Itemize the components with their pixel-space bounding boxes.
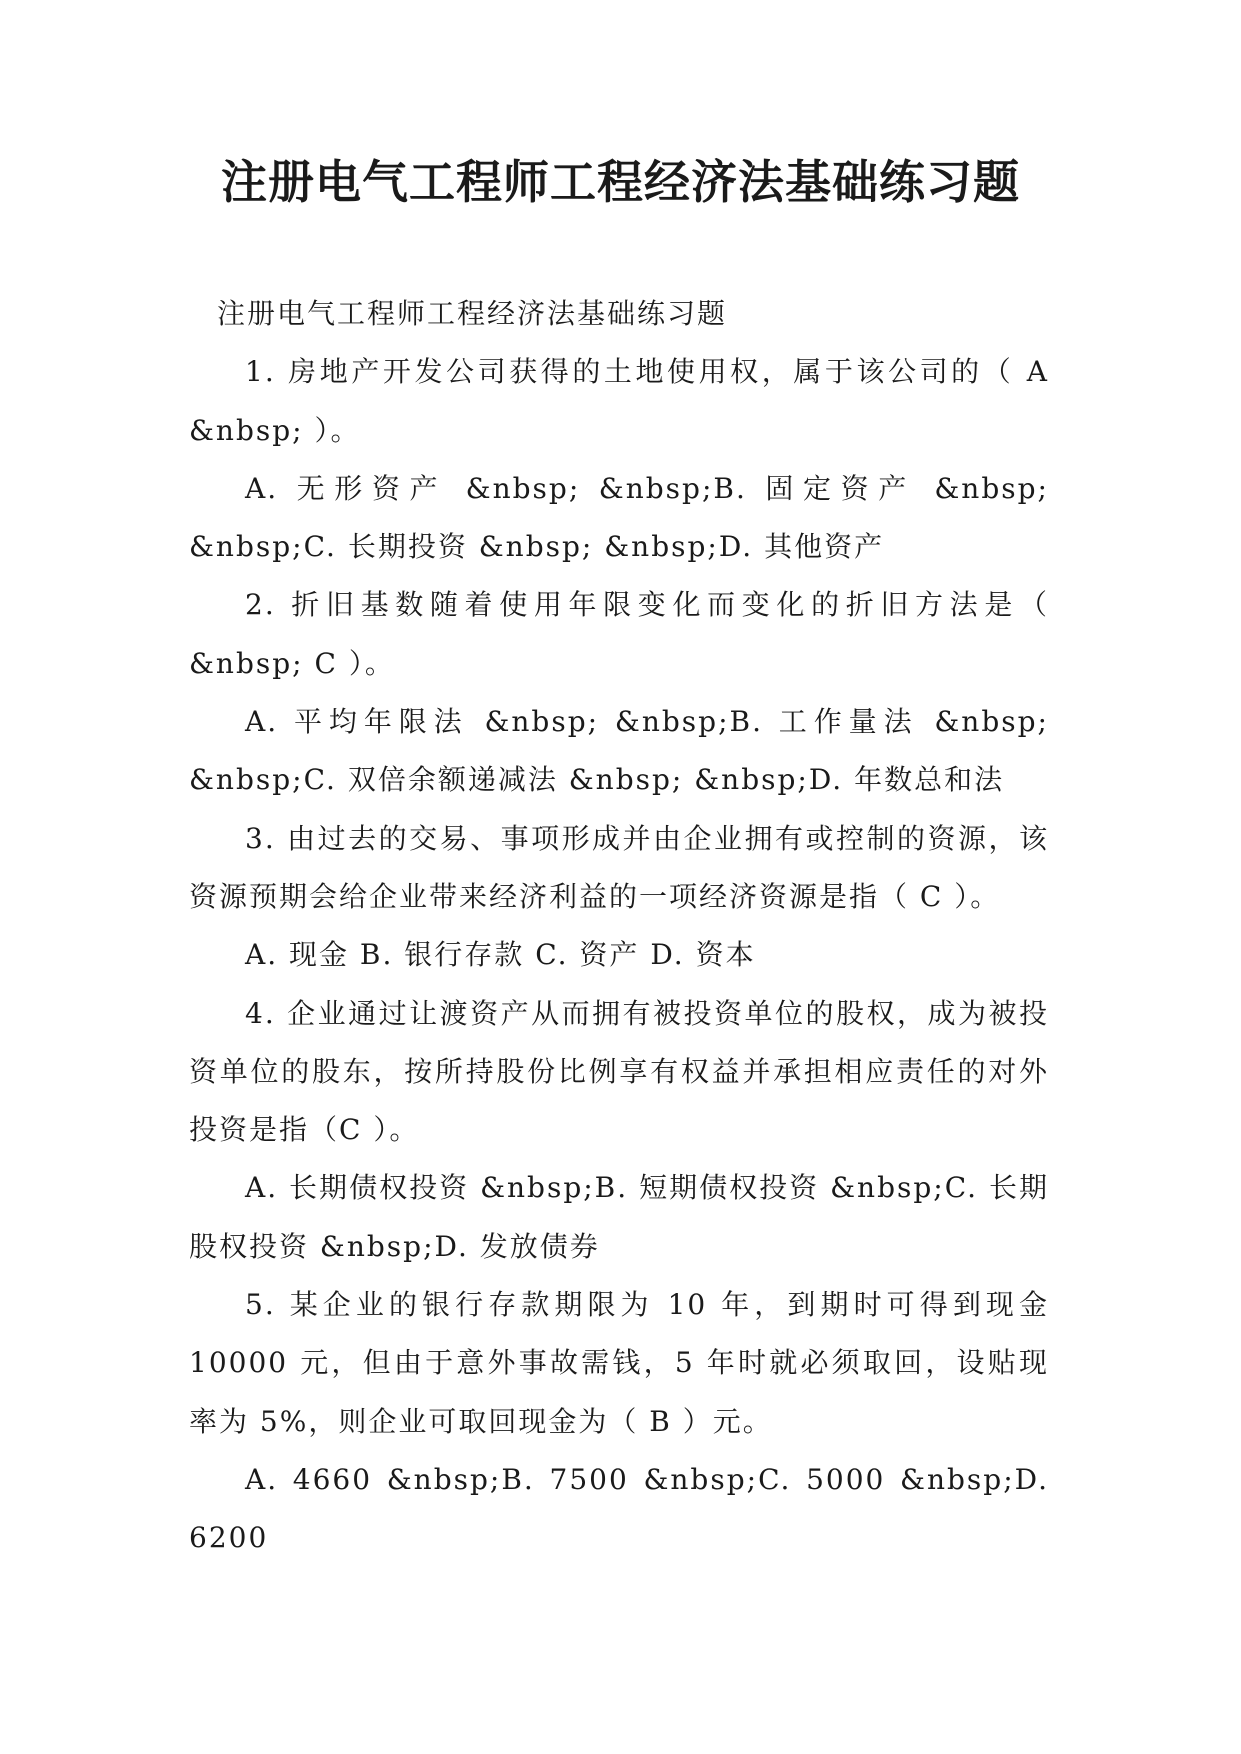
question-4-options: A. 长期债权投资 &nbsp;B. 短期债权投资 &nbsp;C. 长期股权投资 &nbsp;D. 发放债券: [189, 1171, 1049, 1263]
question-2-options: A. 平均年限法 &nbsp; &nbsp;B. 工作量法 &nbsp; &nbsp;C. 双倍余额递减法 &nbsp; &nbsp;D. 年数总和法: [189, 705, 1049, 797]
document-body: [189, 285, 1049, 1568]
question-5-options: A. 4660 &nbsp;B. 7500 &nbsp;C. 5000 &nbsp;D. 6200: [189, 1462, 1049, 1555]
question-3-options: A. 现金 B. 银行存款 C. 资产 D. 资本: [245, 938, 756, 972]
question-2: 2. 折旧基数随着使用年限变化而变化的折旧方法是（ &nbsp; C ）。: [189, 588, 1049, 680]
document-subtitle: 注册电气工程师工程经济法基础练习题: [217, 297, 728, 330]
question-4: 4. 企业通过让渡资产从而拥有被投资单位的股权，成为被投资单位的股东，按所持股份比例享有权益并承担相应责任的对外投资是指（C ）。: [189, 996, 1049, 1147]
question-3: 3. 由过去的交易、事项形成并由企业拥有或控制的资源，该资源预期会给企业带来经济利益的一项经济资源是指（ C ）。: [189, 821, 1049, 913]
question-1-options: A. 无形资产 &nbsp; &nbsp;B. 固定资产 &nbsp; &nbsp;C. 长期投资 &nbsp; &nbsp;D. 其他资产: [189, 471, 1049, 564]
question-5: 5. 某企业的银行存款期限为 10 年，到期时可得到现金 10000 元，但由于意外事故需钱，5 年时就必须取回，设贴现率为 5%，则企业可取回现金为（ B ）元。: [189, 1288, 1049, 1438]
document-title: 注册电气工程师工程经济法基础练习题: [221, 155, 1020, 209]
question-1: 1. 房地产开发公司获得的土地使用权，属于该公司的（ A &nbsp; ）。: [189, 355, 1049, 447]
